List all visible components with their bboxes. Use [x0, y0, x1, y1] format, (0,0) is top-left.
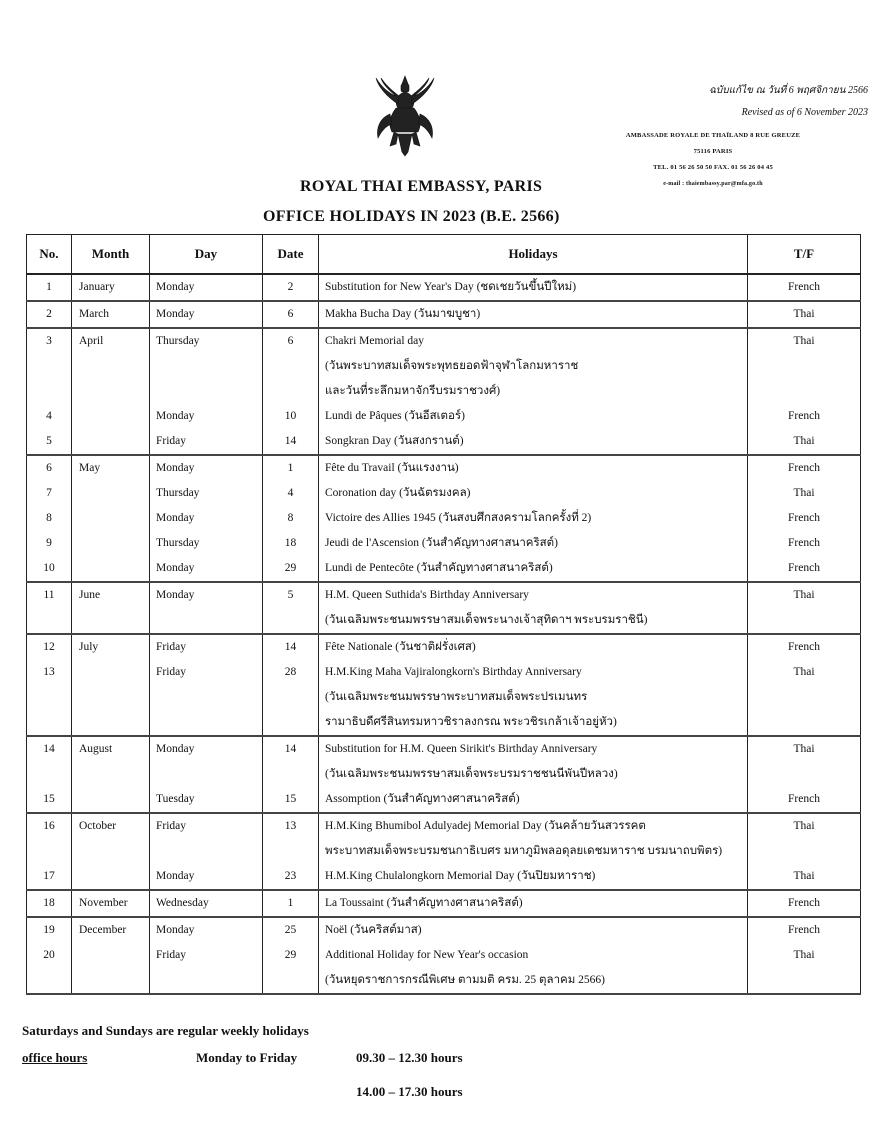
date-cell	[263, 890, 319, 917]
entry-date: 14	[284, 743, 297, 755]
holiday-cell	[319, 328, 748, 455]
entry-tf: French	[788, 924, 820, 936]
no-cell	[27, 455, 72, 582]
holiday-name: H.M. Queen Suthida's Birthday Anniversary	[325, 589, 529, 601]
holiday-name: Lundi de Pentecôte (วันสำคัญทางศาสนาคริสต์)	[325, 562, 553, 574]
entry-date: 28	[284, 666, 297, 678]
month-label: October	[79, 820, 117, 832]
holiday-name: (วันเฉลิมพระชนมพรรษาสมเด็จพระบรมราชชนนีพันปีหลวง)	[325, 768, 618, 780]
holiday-name: H.M.King Bhumibol Adulyadej Memorial Day (วันคล้ายวันสวรรคต	[325, 820, 646, 832]
holiday-cell	[319, 582, 748, 634]
garuda-emblem-icon	[372, 74, 438, 160]
entry-number: 17	[43, 870, 55, 882]
entry-tf: Thai	[793, 870, 815, 882]
no-cell	[27, 634, 72, 736]
entry-date: 8	[287, 512, 294, 524]
holiday-name: Noël (วันคริสต์มาส)	[325, 924, 422, 936]
entry-day: Monday	[156, 512, 195, 524]
holiday-name: (วันเฉลิมพระชนมพรรษาพระบาทสมเด็จพระปรเมนทร	[325, 691, 588, 703]
revision-block	[568, 80, 868, 124]
month-label: July	[79, 641, 99, 653]
embassy-address-block	[588, 128, 838, 192]
holiday-name: Victoire des Allies 1945 (วันสงบศึกสงครามโลกครั้งที่ 2)	[325, 512, 592, 524]
spacer	[748, 608, 860, 633]
entry-tf: French	[788, 562, 820, 574]
entry-tf: Thai	[793, 487, 815, 499]
no-cell	[27, 917, 72, 994]
month-cell	[72, 274, 150, 301]
holiday-cell	[319, 274, 748, 301]
entry-number: 14	[43, 743, 55, 755]
holiday-cell	[319, 890, 748, 917]
entry-date: 1	[287, 897, 294, 909]
spacer	[27, 354, 71, 379]
spacer	[156, 710, 262, 735]
spacer	[27, 839, 71, 864]
date-cell	[263, 274, 319, 301]
spacer	[27, 379, 71, 404]
holiday-name: Fête Nationale (วันชาติฝรั่งเศส)	[325, 641, 476, 653]
no-cell	[27, 736, 72, 813]
table-row	[27, 301, 861, 328]
day-cell	[150, 634, 263, 736]
entry-number: 5	[46, 435, 52, 447]
entry-date: 25	[284, 924, 297, 936]
entry-number: 19	[43, 924, 55, 936]
entry-tf: Thai	[793, 949, 815, 961]
table-header-row	[27, 235, 861, 275]
header-day: Day	[150, 235, 263, 275]
spacer	[156, 379, 262, 404]
entry-day: Monday	[156, 308, 195, 320]
entry-number: 8	[46, 512, 52, 524]
spacer	[748, 354, 860, 379]
day-cell	[150, 890, 263, 917]
header-no: No.	[27, 235, 72, 275]
month-cell	[72, 328, 150, 455]
month-label: June	[79, 589, 101, 601]
entry-tf: Thai	[793, 589, 815, 601]
entry-date: 5	[287, 589, 294, 601]
holiday-name: (วันหยุดราชการกรณีพิเศษ ตามมติ ครม. 25 ตุลาคม 2566)	[325, 974, 606, 986]
spacer	[263, 710, 318, 735]
month-cell	[72, 890, 150, 917]
month-cell	[72, 917, 150, 994]
table-row	[27, 813, 861, 890]
entry-tf: Thai	[793, 666, 815, 678]
office-time-afternoon: 14.00 – 17.30 hours	[356, 1084, 463, 1099]
entry-tf: French	[788, 793, 820, 805]
month-cell	[72, 736, 150, 813]
holiday-name: รามาธิบดีศรีสินทรมหาวชิราลงกรณ พระวชิรเกล้าเจ้าอยู่หัว)	[325, 716, 617, 728]
table-row	[27, 634, 861, 736]
entry-tf: French	[788, 641, 820, 653]
holiday-name: H.M.King Maha Vajiralongkorn's Birthday Anniversary	[325, 666, 582, 678]
holiday-name: Lundi de Pâques (วันอีสเตอร์)	[325, 410, 465, 422]
spacer	[27, 710, 71, 735]
entry-day: Tuesday	[156, 793, 195, 805]
entry-number: 11	[43, 589, 55, 601]
header-date: Date	[263, 235, 319, 275]
holiday-cell	[319, 301, 748, 328]
entry-date: 18	[284, 537, 297, 549]
embassy-address-line1: AMBASSADE ROYALE DE THAÏLAND 8 RUE GREUZE	[625, 132, 801, 139]
spacer	[263, 968, 318, 993]
spacer	[156, 685, 262, 710]
day-cell	[150, 813, 263, 890]
entry-number: 16	[43, 820, 55, 832]
spacer	[748, 710, 860, 735]
spacer	[263, 354, 318, 379]
entry-number: 2	[46, 308, 52, 320]
holiday-name: (วันเฉลิมพระชนมพรรษาสมเด็จพระนางเจ้าสุทิดาฯ พระบรมราชินี)	[325, 614, 648, 626]
holiday-name: Additional Holiday for New Year's occasion	[325, 949, 529, 961]
spacer	[263, 685, 318, 710]
date-cell	[263, 813, 319, 890]
revision-thai: ฉบับแก้ไข ณ วันที่ 6 พฤศจิกายน 2566	[709, 85, 868, 96]
holiday-name: H.M.King Chulalongkorn Memorial Day (วันปิยมหาราช)	[325, 870, 596, 882]
entry-tf: Thai	[793, 820, 815, 832]
entry-day: Monday	[156, 462, 195, 474]
entry-day: Friday	[156, 666, 187, 678]
entry-number: 15	[43, 793, 55, 805]
month-label: April	[79, 335, 104, 347]
holiday-cell	[319, 455, 748, 582]
holiday-cell	[319, 813, 748, 890]
tf-cell	[748, 634, 861, 736]
entry-day: Friday	[156, 435, 187, 447]
entry-day: Monday	[156, 281, 195, 293]
holiday-name: Fête du Travail (วันแรงงาน)	[325, 462, 459, 474]
entry-date: 13	[284, 820, 297, 832]
month-label: December	[79, 924, 127, 936]
spacer	[156, 354, 262, 379]
spacer	[748, 379, 860, 404]
spacer	[263, 762, 318, 787]
table-row	[27, 455, 861, 582]
month-cell	[72, 455, 150, 582]
table-body	[27, 274, 861, 994]
date-cell	[263, 917, 319, 994]
spacer	[27, 968, 71, 993]
month-label: May	[79, 462, 101, 474]
spacer	[156, 839, 262, 864]
spacer	[27, 685, 71, 710]
entry-number: 13	[43, 666, 55, 678]
entry-number: 3	[46, 335, 52, 347]
embassy-tel-fax: TEL. 01 56 26 50 50 FAX. 01 56 26 04 45	[653, 164, 773, 171]
holidays-table	[26, 234, 861, 995]
month-cell	[72, 582, 150, 634]
holiday-cell	[319, 736, 748, 813]
header-tf: T/F	[748, 235, 861, 275]
date-cell	[263, 455, 319, 582]
entry-date: 14	[284, 435, 297, 447]
spacer	[748, 762, 860, 787]
no-cell	[27, 301, 72, 328]
spacer	[748, 839, 860, 864]
entry-day: Monday	[156, 870, 195, 882]
date-cell	[263, 634, 319, 736]
tf-cell	[748, 301, 861, 328]
embassy-email: e-mail : thaiembassy.par@mfa.go.th	[663, 181, 763, 187]
tf-cell	[748, 328, 861, 455]
entry-day: Monday	[156, 743, 195, 755]
entry-number: 4	[46, 410, 52, 422]
no-cell	[27, 274, 72, 301]
holiday-cell	[319, 917, 748, 994]
entry-day: Monday	[156, 410, 195, 422]
entry-tf: Thai	[793, 308, 815, 320]
holiday-name: Assomption (วันสำคัญทางศาสนาคริสต์)	[325, 793, 520, 805]
office-hours-label: office hours	[22, 1050, 88, 1065]
day-cell	[150, 736, 263, 813]
holiday-name: Coronation day (วันฉัตรมงคล)	[325, 487, 471, 499]
month-cell	[72, 301, 150, 328]
revision-english: Revised as of 6 November 2023	[741, 107, 868, 118]
entry-number: 6	[46, 462, 52, 474]
entry-day: Wednesday	[156, 897, 209, 909]
entry-number: 20	[43, 949, 55, 961]
spacer	[156, 608, 262, 633]
tf-cell	[748, 813, 861, 890]
day-cell	[150, 917, 263, 994]
date-cell	[263, 328, 319, 455]
entry-date: 6	[287, 335, 294, 347]
entry-number: 10	[43, 562, 55, 574]
table-row	[27, 917, 861, 994]
holiday-name: Substitution for H.M. Queen Sirikit's Birthday Anniversary	[325, 743, 598, 755]
entry-day: Monday	[156, 924, 195, 936]
table-row	[27, 274, 861, 301]
holiday-cell	[319, 634, 748, 736]
entry-tf: Thai	[793, 335, 815, 347]
table-row	[27, 328, 861, 455]
entry-day: Thursday	[156, 537, 200, 549]
entry-tf: French	[788, 512, 820, 524]
entry-date: 10	[284, 410, 297, 422]
holiday-name: Makha Bucha Day (วันมาฆบูชา)	[325, 308, 481, 320]
holiday-name: Substitution for New Year's Day (ชดเชยวันขึ้นปีใหม่)	[325, 281, 577, 293]
entry-date: 29	[284, 949, 297, 961]
holiday-name: และวันที่ระลึกมหาจักรีบรมราชวงศ์)	[325, 385, 501, 397]
entry-tf: French	[788, 410, 820, 422]
entry-date: 6	[287, 308, 294, 320]
header-holidays: Holidays	[319, 235, 748, 275]
day-cell	[150, 301, 263, 328]
entry-date: 1	[287, 462, 294, 474]
no-cell	[27, 328, 72, 455]
date-cell	[263, 736, 319, 813]
entry-tf: French	[788, 537, 820, 549]
spacer	[748, 685, 860, 710]
holiday-name: Jeudi de l'Ascension (วันสำคัญทางศาสนาคริสต์)	[325, 537, 558, 549]
entry-date: 23	[284, 870, 297, 882]
spacer	[156, 762, 262, 787]
no-cell	[27, 582, 72, 634]
date-cell	[263, 301, 319, 328]
holiday-name: พระบาทสมเด็จพระบรมชนกาธิเบศร มหาภูมิพลอดุลยเดชมหาราช บรมนาถบพิตร)	[325, 845, 723, 857]
tf-cell	[748, 455, 861, 582]
entry-tf: Thai	[793, 435, 815, 447]
entry-day: Monday	[156, 562, 195, 574]
entry-tf: French	[788, 462, 820, 474]
month-label: March	[79, 308, 110, 320]
spacer	[263, 379, 318, 404]
page-title: ROYAL THAI EMBASSY, PARIS	[300, 178, 543, 195]
holiday-name: La Toussaint (วันสำคัญทางศาสนาคริสต์)	[325, 897, 523, 909]
month-label: January	[79, 281, 115, 293]
table-row	[27, 582, 861, 634]
entry-day: Monday	[156, 589, 195, 601]
embassy-address-line2: 75116 PARIS	[693, 148, 733, 155]
entry-number: 18	[43, 897, 55, 909]
month-cell	[72, 634, 150, 736]
tf-cell	[748, 736, 861, 813]
spacer	[263, 608, 318, 633]
entry-day: Thursday	[156, 335, 200, 347]
spacer	[748, 968, 860, 993]
entry-date: 2	[287, 281, 294, 293]
spacer	[263, 839, 318, 864]
holiday-name: (วันพระบาทสมเด็จพระพุทธยอดฟ้าจุฬาโลกมหาราช	[325, 360, 579, 372]
day-cell	[150, 455, 263, 582]
date-cell	[263, 582, 319, 634]
entry-date: 4	[287, 487, 294, 499]
holiday-name: Songkran Day (วันสงกรานต์)	[325, 435, 464, 447]
entry-date: 29	[284, 562, 297, 574]
no-cell	[27, 813, 72, 890]
entry-number: 9	[46, 537, 52, 549]
spacer	[27, 762, 71, 787]
day-cell	[150, 328, 263, 455]
office-time-morning: 09.30 – 12.30 hours	[356, 1050, 463, 1065]
tf-cell	[748, 890, 861, 917]
day-cell	[150, 582, 263, 634]
entry-day: Thursday	[156, 487, 200, 499]
weekly-holidays-note: Saturdays and Sundays are regular weekly holidays	[22, 1023, 309, 1038]
tf-cell	[748, 582, 861, 634]
entry-tf: French	[788, 897, 820, 909]
day-cell	[150, 274, 263, 301]
no-cell	[27, 890, 72, 917]
office-hours-row	[22, 1050, 463, 1066]
tf-cell	[748, 917, 861, 994]
office-days: Monday to Friday	[196, 1050, 298, 1065]
month-label: August	[79, 743, 113, 755]
entry-number: 7	[46, 487, 52, 499]
entry-number: 1	[46, 281, 52, 293]
header-month: Month	[72, 235, 150, 275]
table-row	[27, 890, 861, 917]
entry-date: 15	[284, 793, 297, 805]
entry-day: Friday	[156, 641, 187, 653]
month-cell	[72, 813, 150, 890]
entry-number: 12	[43, 641, 55, 653]
table-row	[27, 736, 861, 813]
entry-day: Friday	[156, 820, 187, 832]
month-label: November	[79, 897, 128, 909]
entry-tf: Thai	[793, 743, 815, 755]
holiday-name: Chakri Memorial day	[325, 335, 425, 347]
spacer	[27, 608, 71, 633]
tf-cell	[748, 274, 861, 301]
entry-date: 14	[284, 641, 297, 653]
entry-day: Friday	[156, 949, 187, 961]
entry-tf: French	[788, 281, 820, 293]
spacer	[156, 968, 262, 993]
page-subtitle: OFFICE HOLIDAYS IN 2023 (B.E. 2566)	[263, 208, 560, 225]
